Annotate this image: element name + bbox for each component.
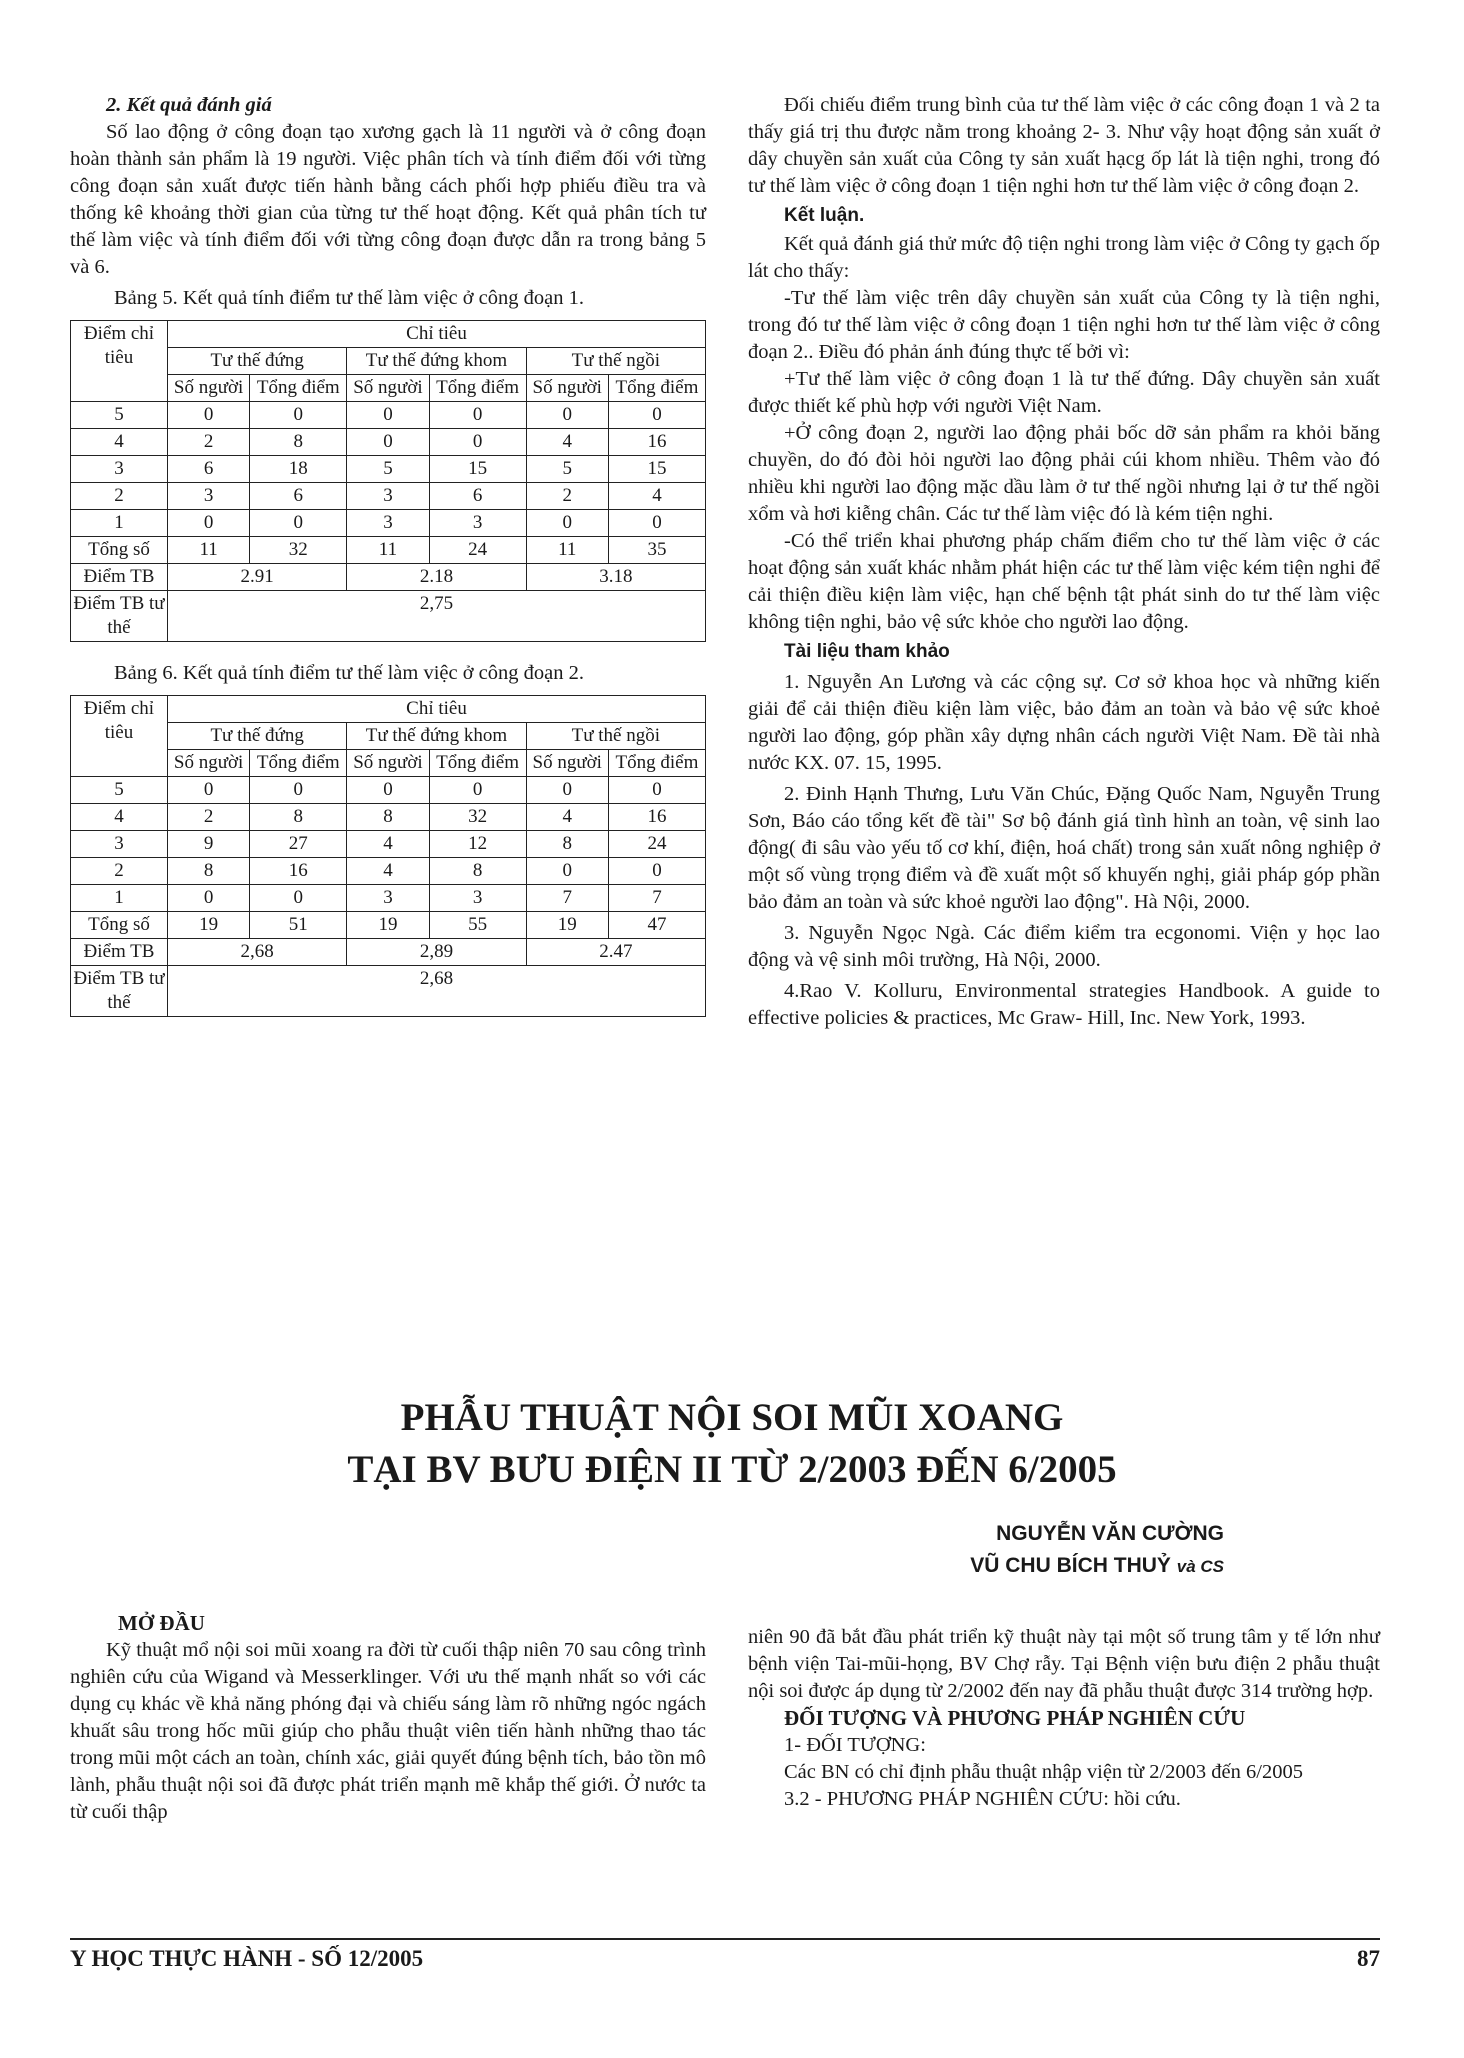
table-cell: 0	[429, 777, 526, 804]
author-name: NGUYỄN VĂN CƯỜNG	[996, 1522, 1224, 1545]
subject-heading: 1- ĐỐI TƯỢNG:	[784, 1734, 926, 1756]
article-authors	[970, 1518, 1224, 1583]
table6-subheader: Số người	[168, 750, 250, 777]
table-cell: 0	[347, 402, 429, 429]
table6-subheader: Số người	[526, 750, 608, 777]
method-text: 3.2 - PHƯƠNG PHÁP NGHIÊN CỨU: hồi cứu.	[784, 1788, 1181, 1810]
table-cell: 1	[71, 510, 168, 537]
table6-subheader: Tổng điểm	[250, 750, 347, 777]
article-title-line2: TẠI BV BƯU ĐIỆN II TỪ 2/2003 ĐẾN 6/2005	[347, 1448, 1117, 1491]
table-cell: 2	[168, 429, 250, 456]
table-cell: 2,75	[168, 591, 706, 642]
table6-header-standing: Tư thế đứng	[168, 723, 347, 750]
conclusion-point-4: -Có thể triển khai phương pháp chấm điểm cho tư thế làm việc ở các hoạt động sản xuất khác nhằm phát hiện các tư thế làm việc kém tiện nghi để cải thiện điều kiện làm việc, hạn chế bệnh tật phát sinh do tư thế làm việc không tiện nghi, bảo vệ sức khỏe cho người lao động.	[748, 530, 1380, 633]
table-cell: 5	[71, 402, 168, 429]
references-heading: Tài liệu tham khảo	[784, 641, 950, 662]
table-cell: 3	[347, 510, 429, 537]
table5-header-criteria: Chỉ tiêu	[168, 321, 706, 348]
table-row	[71, 831, 706, 858]
table-cell: 0	[347, 429, 429, 456]
table-cell: 35	[608, 537, 705, 564]
table-cell: 19	[168, 912, 250, 939]
table-row	[71, 777, 706, 804]
table-cell: 8	[168, 858, 250, 885]
table-cell: 0	[608, 858, 705, 885]
table6-caption: Bảng 6. Kết quả tính điểm tư thế làm việc ở công đoạn 2.	[114, 662, 584, 684]
table6-subheader: Số người	[347, 750, 429, 777]
table5-subheader: Số người	[526, 375, 608, 402]
table-cell: 8	[429, 858, 526, 885]
table-cell: 8	[250, 429, 347, 456]
table-cell: 51	[250, 912, 347, 939]
table-cell: 0	[526, 510, 608, 537]
table-cell: 47	[608, 912, 705, 939]
table5-posture-avg-label: Điểm TB tư thế	[71, 591, 168, 642]
table-cell: 2.47	[526, 939, 705, 966]
table6-avg-label: Điểm TB	[71, 939, 168, 966]
table-cell: 6	[429, 483, 526, 510]
reference-item: 3. Nguyễn Ngọc Ngà. Các điểm kiểm tra ecgonomi. Viện y học lao động và vệ sinh môi trường, Hà Nội, 2000.	[748, 922, 1380, 971]
table-cell: 15	[608, 456, 705, 483]
table5-subheader: Tổng điểm	[608, 375, 705, 402]
table-cell: 4	[347, 831, 429, 858]
table-cell: 55	[429, 912, 526, 939]
table-cell: 3	[347, 885, 429, 912]
table-cell: 8	[347, 804, 429, 831]
table6-header-criteria: Chỉ tiêu	[168, 696, 706, 723]
table-cell: 2	[71, 858, 168, 885]
table6	[70, 695, 706, 1017]
table-cell: 3	[429, 885, 526, 912]
table-cell: 3	[71, 456, 168, 483]
table-cell: 12	[429, 831, 526, 858]
table-cell: 0	[526, 777, 608, 804]
table-cell: 9	[168, 831, 250, 858]
table-cell: 7	[608, 885, 705, 912]
table-cell: 2	[71, 483, 168, 510]
table-cell: 16	[608, 429, 705, 456]
table5-caption: Bảng 5. Kết quả tính điểm tư thế làm việc ở công đoạn 1.	[114, 287, 584, 309]
table-cell: 2,89	[347, 939, 526, 966]
table-cell: 5	[71, 777, 168, 804]
table-row	[71, 402, 706, 429]
table6-subheader: Tổng điểm	[429, 750, 526, 777]
table-row	[71, 537, 706, 564]
reference-item: 4.Rao V. Kolluru, Environmental strategies Handbook. A guide to effective policies & practices, Mc Graw- Hill, Inc. New York, 1993.	[748, 980, 1380, 1029]
table-cell: 11	[526, 537, 608, 564]
table-cell: Tổng số	[71, 912, 168, 939]
methods-heading: ĐỐI TƯỢNG VÀ PHƯƠNG PHÁP NGHIÊN CỨU	[784, 1706, 1246, 1730]
table-cell: 2,68	[168, 939, 347, 966]
table-cell: 11	[347, 537, 429, 564]
table5-subheader: Tổng điểm	[429, 375, 526, 402]
table-cell: 8	[526, 831, 608, 858]
table-cell: 7	[526, 885, 608, 912]
table5-header-score: Điểm chỉ tiêu	[71, 321, 168, 402]
table-row	[71, 804, 706, 831]
table-cell: 4	[71, 429, 168, 456]
table-cell: 32	[250, 537, 347, 564]
table-cell: 0	[429, 402, 526, 429]
table-cell: Tổng số	[71, 537, 168, 564]
table-cell: 4	[526, 804, 608, 831]
table-cell: 0	[250, 777, 347, 804]
table5	[70, 320, 706, 642]
table5-header-sitting: Tư thế ngồi	[526, 348, 705, 375]
table5-subheader: Số người	[347, 375, 429, 402]
table5-subheader: Tổng điểm	[250, 375, 347, 402]
table-cell: 15	[429, 456, 526, 483]
table-cell: 4	[347, 858, 429, 885]
reference-item: 2. Đinh Hạnh Thưng, Lưu Văn Chúc, Đặng Quốc Nam, Nguyễn Trung Sơn, Báo cáo tổng kết đề tài" Sơ bộ đánh giá tình hình an toàn, vệ sinh lao động( đi sâu vào yếu tố cơ khí, điện, hoá chất) trong sản xuất nông nghiệp ở một số vùng trọng điểm và đề xuất một số khuyến nghị, giải pháp góp phần bảo đảm an toàn và sức khoẻ người lao động". Hà Nội, 2000.	[748, 783, 1380, 913]
table6-header-score: Điểm chỉ tiêu	[71, 696, 168, 777]
table-row	[71, 966, 706, 1017]
table-cell: 32	[429, 804, 526, 831]
right-column	[748, 92, 1380, 1032]
table6-subheader: Tổng điểm	[608, 750, 705, 777]
table5-header-standing: Tư thế đứng	[168, 348, 347, 375]
author-name	[970, 1550, 1224, 1583]
conclusion-heading: Kết luận.	[784, 205, 865, 226]
results-paragraph: Số lao động ở công đoạn tạo xương gạch là 11 người và ở công đoạn hoàn thành sản phẩm là 19 người. Việc phân tích và tính điểm đối với từng công đoạn sản xuất được tiến hành bằng cách phối hợp phiếu điều tra và thống kê khoảng thời gian của từng tư thế hoạt động. Kết quả phân tích tư thế làm việc và tính điểm đối với từng công đoạn được dẫn ra trong bảng 5 và 6.	[70, 121, 706, 278]
table-cell: 0	[250, 402, 347, 429]
table-cell: 8	[250, 804, 347, 831]
conclusion-paragraph: Kết quả đánh giá thử mức độ tiện nghi trong làm việc ở Công ty gạch ốp lát cho thấy:	[748, 233, 1380, 282]
conclusion-point-1: -Tư thế làm việc trên dây chuyền sản xuất của Công ty là tiện nghi, trong đó tư thế làm việc ở công đoạn 1 tiện nghi hơn tư thế làm việc ở công đoạn 2.. Điều đó phản ánh đúng thực tế bởi vì:	[748, 287, 1380, 363]
table-cell: 24	[429, 537, 526, 564]
intro-paragraph: Kỹ thuật mổ nội soi mũi xoang ra đời từ cuối thập niên 70 sau công trình nghiên cứu của Wigand và Messerklinger. Với ưu thế mạnh nhất so với các dụng cụ khác về khả năng phóng đại và chiếu sáng làm rõ những ngóc ngách khuất sâu trong hốc mũi giúp cho phẫu thuật viên tiến hành những thao tác trong mũi một cách an toàn, chính xác, giải quyết đúng bệnh tích, bảo tồn mô lành, phẫu thuật nội soi đã được phát triển mạnh mẽ khắp thế giới. Ở nước ta từ cuối thập	[70, 1639, 706, 1823]
table-cell: 6	[250, 483, 347, 510]
table-cell: 3	[71, 831, 168, 858]
table-cell: 3	[347, 483, 429, 510]
table-cell: 6	[168, 456, 250, 483]
table-cell: 11	[168, 537, 250, 564]
table-row	[71, 858, 706, 885]
article2-left-column	[70, 1610, 706, 1826]
table-cell: 0	[168, 510, 250, 537]
article2-right-column	[748, 1624, 1380, 1813]
table-cell: 0	[250, 885, 347, 912]
reference-item: 1. Nguyễn An Lương và các cộng sự. Cơ sở khoa học và những kiến giải để cải thiện điều kiện làm việc, bảo đảm an toàn và bảo vệ sức khoẻ người lao động, góp phần xây dựng nhân cách người Việt Nam. Đề tài nhà nước KX. 07. 15, 1995.	[748, 671, 1380, 774]
table-cell: 4	[526, 429, 608, 456]
comparison-paragraph: Đối chiếu điểm trung bình của tư thế làm việc ở các công đoạn 1 và 2 ta thấy giá trị thu được nằm trong khoảng 2- 3. Như vậy hoạt động sản xuất ở dây chuyền sản xuất của Công ty sản xuất hạcg ốp lát là tiện nghi, trong đó tư thế làm việc ở công đoạn 1 tiện nghi hơn tư thế làm việc ở công đoạn 2.	[748, 94, 1380, 197]
table-cell: 0	[429, 429, 526, 456]
section-heading-results: 2. Kết quả đánh giá	[106, 94, 272, 116]
table-cell: 2	[526, 483, 608, 510]
table-cell: 0	[526, 402, 608, 429]
table-cell: 3.18	[526, 564, 705, 591]
conclusion-point-2: +Tư thế làm việc ở công đoạn 1 là tư thế đứng. Dây chuyền sản xuất được thiết kế phù hợp với người Việt Nam.	[748, 368, 1380, 417]
table-cell: 19	[347, 912, 429, 939]
table-cell: 24	[608, 831, 705, 858]
table-cell: 27	[250, 831, 347, 858]
table-row	[71, 564, 706, 591]
table-row	[71, 939, 706, 966]
table-cell: 1	[71, 885, 168, 912]
table-cell: 0	[526, 858, 608, 885]
intro-continuation: niên 90 đã bắt đầu phát triển kỹ thuật này tại một số trung tâm y tế lớn như bệnh viện Tai-mũi-họng, BV Chợ rẫy. Tại Bệnh viện bưu điện 2 phẫu thuật nội soi được áp dụng từ 2/2002 đến nay đã phẫu thuật được 314 trường hợp.	[748, 1626, 1380, 1702]
table5-subheader: Số người	[168, 375, 250, 402]
table-cell: 16	[250, 858, 347, 885]
table-row	[71, 912, 706, 939]
table-cell: 5	[526, 456, 608, 483]
table6-header-sitting: Tư thế ngồi	[526, 723, 705, 750]
table-cell: 0	[168, 777, 250, 804]
table-cell: 4	[71, 804, 168, 831]
table6-header-stooping: Tư thế đứng khom	[347, 723, 526, 750]
table6-posture-avg-label: Điểm TB tư thế	[71, 966, 168, 1017]
subject-text: Các BN có chỉ định phẫu thuật nhập viện từ 2/2003 đến 6/2005	[784, 1761, 1303, 1783]
left-column	[70, 92, 706, 1017]
author-suffix: và CS	[1176, 1557, 1224, 1576]
table-cell: 5	[347, 456, 429, 483]
table-row	[71, 885, 706, 912]
table-cell: 2.18	[347, 564, 526, 591]
journal-footer: Y HỌC THỰC HÀNH - SỐ 12/2005	[70, 1946, 424, 1971]
table-row	[71, 429, 706, 456]
table5-avg-label: Điểm TB	[71, 564, 168, 591]
table-cell: 3	[429, 510, 526, 537]
table-cell: 0	[250, 510, 347, 537]
table-cell: 2	[168, 804, 250, 831]
table-cell: 0	[168, 402, 250, 429]
table-cell: 19	[526, 912, 608, 939]
table-row	[71, 510, 706, 537]
footer-divider	[70, 1938, 1380, 1940]
table-row	[71, 483, 706, 510]
author-name-text: VŨ CHU BÍCH THUỶ	[970, 1554, 1171, 1577]
table-row	[71, 591, 706, 642]
conclusion-point-3: +Ở công đoạn 2, người lao động phải bốc dỡ sản phẩm ra khỏi băng chuyền, do đó đòi hỏi người lao động phải cúi khom nhiều. Thêm vào đó nhiều khi người lao động mặc dầu làm ở tư thế ngồi nhưng lại ở tư thế ngồi xổm và hơi kiễng chân. Các tư thế làm việc đó là kém tiện nghi.	[748, 422, 1380, 525]
table-cell: 0	[608, 777, 705, 804]
page-number: 87	[1357, 1946, 1380, 1971]
table-cell: 18	[250, 456, 347, 483]
table-cell: 2.91	[168, 564, 347, 591]
table-row	[71, 456, 706, 483]
table-cell: 0	[347, 777, 429, 804]
table-cell: 4	[608, 483, 705, 510]
table-cell: 0	[608, 510, 705, 537]
table-cell: 3	[168, 483, 250, 510]
table5-header-stooping: Tư thế đứng khom	[347, 348, 526, 375]
table-cell: 0	[608, 402, 705, 429]
table-cell: 2,68	[168, 966, 706, 1017]
table-cell: 0	[168, 885, 250, 912]
intro-heading: MỞ ĐẦU	[118, 1611, 205, 1635]
table-cell: 16	[608, 804, 705, 831]
article-title-line1: PHẪU THUẬT NỘI SOI MŨI XOANG	[400, 1396, 1064, 1439]
